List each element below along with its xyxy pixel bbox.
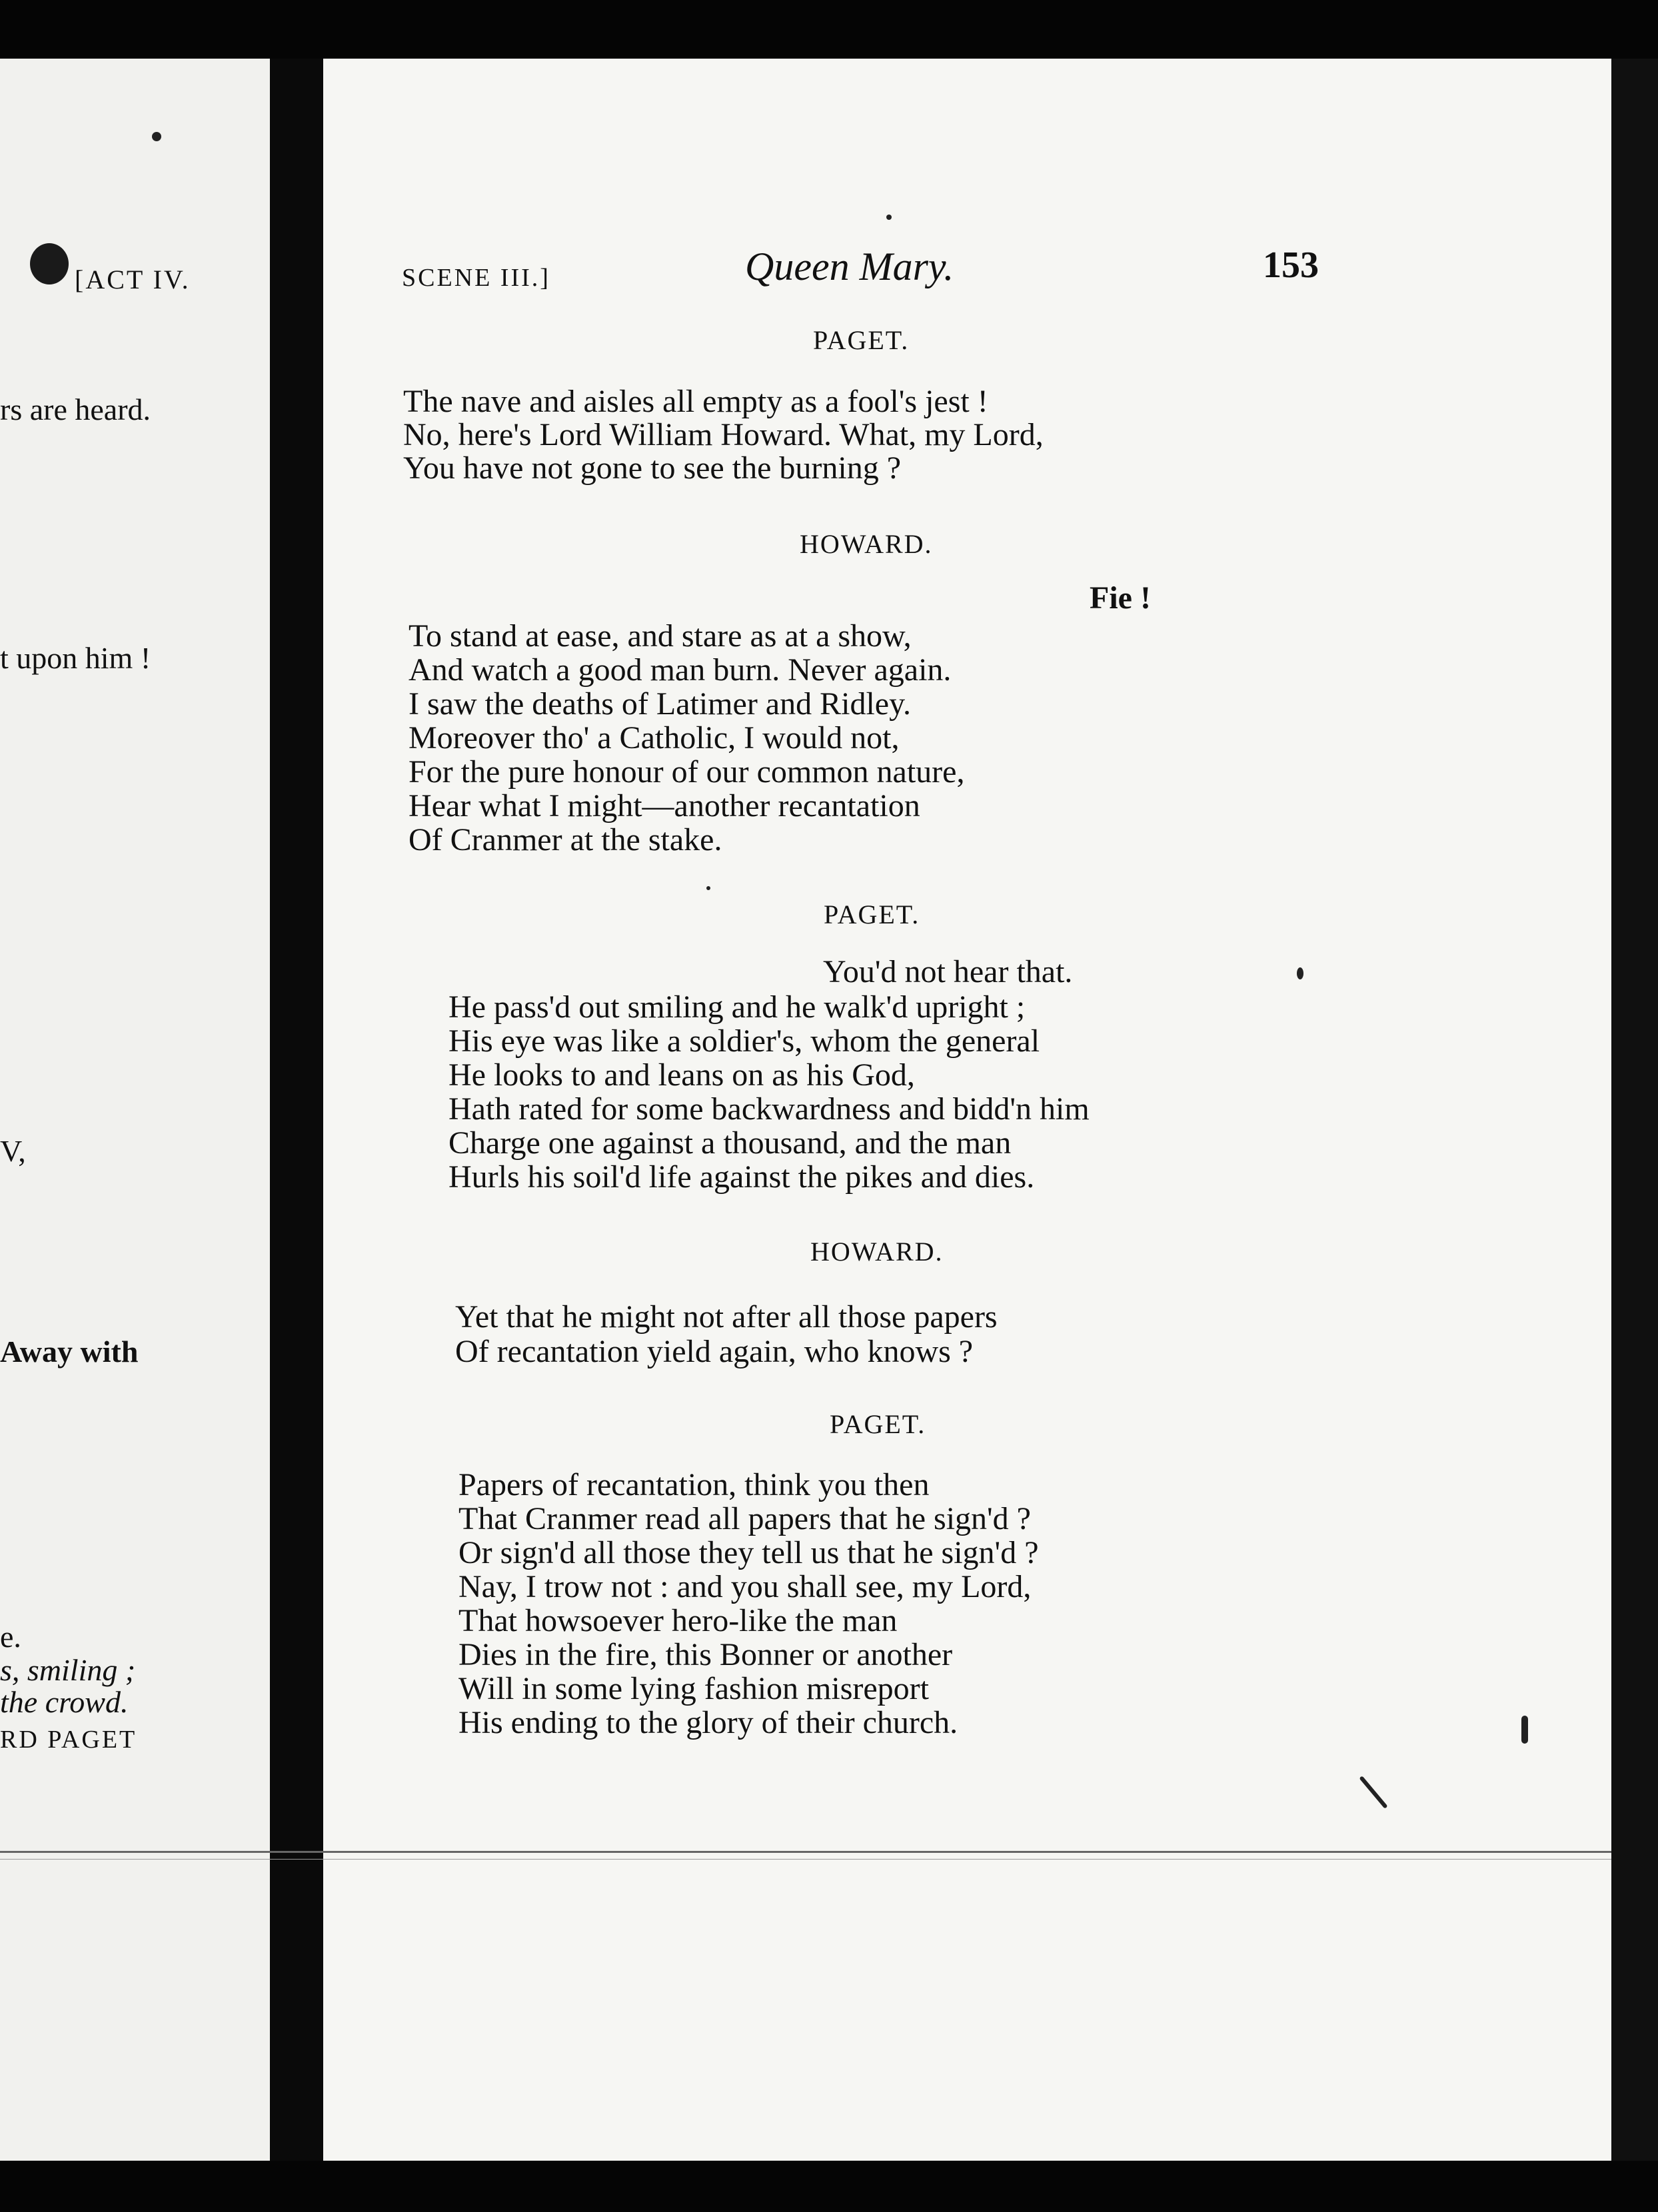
verse-line: Charge one against a thousand, and the man — [448, 1125, 1012, 1161]
verse-line: He looks to and leans on as his God, — [448, 1057, 915, 1093]
left-act-heading: [ACT IV. — [75, 265, 191, 294]
speaker-heading: HOWARD. — [810, 1237, 944, 1267]
verse-line: To stand at ease, and stare as at a show, — [409, 618, 912, 654]
speaker-heading: PAGET. — [813, 325, 910, 355]
verse-line: Or sign'd all those they tell us that he sign'd ? — [458, 1535, 1039, 1570]
verse-line: Of recantation yield again, who knows ? — [455, 1334, 974, 1369]
verse-line: Hear what I might—another recantation — [409, 788, 920, 824]
scan-mark — [1521, 1716, 1528, 1744]
verse-line: Papers of recantation, think you then — [458, 1467, 930, 1502]
verse-line: Nay, I trow not : and you shall see, my Lord, — [458, 1569, 1032, 1604]
left-line: t upon him ! — [0, 641, 151, 675]
verse-line: Dies in the fire, this Bonner or another — [458, 1637, 953, 1672]
verse-line: That howsoever hero-like the man — [458, 1603, 898, 1638]
verse-line: The nave and aisles all empty as a fool's jest ! — [403, 384, 988, 419]
verse-line: Yet that he might not after all those papers — [455, 1299, 998, 1335]
scan-speck — [886, 215, 892, 220]
verse-line: I saw the deaths of Latimer and Ridley. — [409, 686, 911, 722]
verse-line: That Cranmer read all papers that he sign'd ? — [458, 1501, 1031, 1536]
verse-line: You have not gone to see the burning ? — [403, 450, 901, 486]
scan-speck — [1297, 967, 1303, 979]
verse-line: You'd not hear that. — [823, 954, 1073, 989]
verse-line: For the pure honour of our common nature, — [409, 754, 965, 790]
verse-line: No, here's Lord William Howard. What, my Lord, — [403, 417, 1044, 452]
running-head-title: Queen Mary. — [745, 245, 954, 288]
verse-line: His ending to the glory of their church. — [458, 1705, 958, 1740]
left-line: V, — [0, 1134, 26, 1168]
left-page — [0, 59, 270, 2161]
running-head-scene: SCENE III.] — [402, 264, 550, 292]
scan-speck — [152, 132, 161, 141]
verse-line: Of Cranmer at the stake. — [409, 822, 722, 857]
speaker-heading: PAGET. — [824, 899, 920, 929]
page-number: 153 — [1263, 245, 1319, 286]
scan-rule-line — [0, 1851, 1611, 1853]
scan-speck — [706, 886, 710, 890]
left-line: rs are heard. — [0, 392, 151, 426]
left-stage-direction: the crowd. — [0, 1685, 129, 1719]
scan-bottom-border — [0, 2161, 1658, 2212]
scan-top-border — [0, 0, 1658, 59]
scan-rule-line-thin — [0, 1859, 1611, 1860]
verse-line: His eye was like a soldier's, whom the general — [448, 1023, 1040, 1059]
verse-line: And watch a good man burn. Never again. — [409, 652, 952, 688]
ink-blot — [30, 243, 69, 284]
left-speaker-fragment: RD PAGET — [0, 1726, 137, 1754]
verse-line: He pass'd out smiling and he walk'd upright ; — [448, 989, 1026, 1025]
verse-line: Fie ! — [1090, 580, 1151, 616]
verse-line: Hurls his soil'd life against the pikes and dies. — [448, 1159, 1035, 1195]
page-edge-shadow — [1611, 59, 1658, 2161]
verse-line: Will in some lying fashion misreport — [458, 1671, 929, 1706]
left-line: Away with — [0, 1335, 139, 1369]
book-gutter — [270, 59, 323, 2161]
verse-line: Hath rated for some backwardness and bidd'n him — [448, 1091, 1090, 1127]
left-line: e. — [0, 1620, 21, 1654]
speaker-heading: PAGET. — [830, 1409, 926, 1439]
left-stage-direction: s, smiling ; — [0, 1653, 136, 1687]
speaker-heading: HOWARD. — [800, 529, 933, 559]
verse-line: Moreover tho' a Catholic, I would not, — [409, 720, 900, 756]
